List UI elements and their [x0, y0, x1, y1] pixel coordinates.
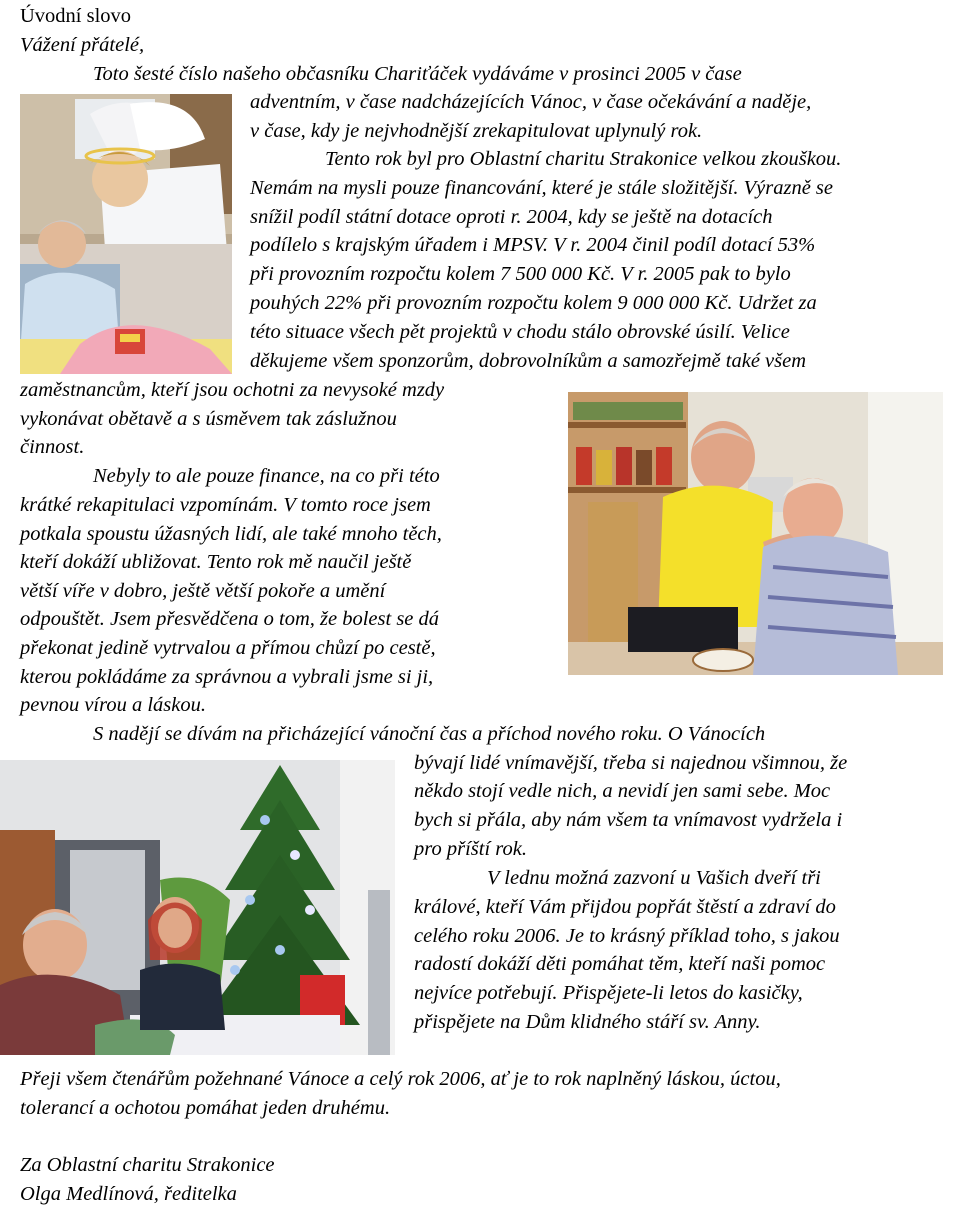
text-line: S nadějí se dívám na přicházející vánoční čas a příchod nového roku. O Vánocích: [93, 723, 766, 745]
angel-visit-photo: [20, 94, 232, 374]
text-line: vykonávat obětavě a s úsměvem tak záslužnou: [20, 408, 397, 430]
text-line: potkala spoustu úžasných lidí, ale také mnoho těch,: [20, 523, 442, 545]
signature-org: Za Oblastní charitu Strakonice: [20, 1154, 275, 1176]
text-line: Tento rok byl pro Oblastní charitu Strakonice velkou zkouškou.: [325, 148, 842, 170]
text-line: pro příští rok.: [414, 838, 527, 860]
text-line: V lednu možná zazvoní u Vašich dveří tři: [487, 867, 821, 889]
text-line: pouhých 22% při provozním rozpočtu kolem 9 000 000 Kč. Udržet za: [250, 292, 817, 314]
salutation: Vážení přátelé,: [20, 34, 145, 56]
text-line: překonat jedině vytrvalou a přímou chůzí po cestě,: [20, 637, 436, 659]
text-line: bych si přála, aby nám všem ta vnímavost vydržela i: [414, 809, 843, 831]
text-line: adventním, v čase nadcházejících Vánoc, v čase očekávání a naděje,: [250, 91, 812, 113]
text-line: radostí dokáží děti pomáhat těm, kteří naši pomoc: [414, 953, 826, 975]
text-line: děkujeme všem sponzorům, dobrovolníkům a samozřejmě také všem: [250, 350, 807, 372]
text-line: Nebyly to ale pouze finance, na co při této: [93, 465, 440, 487]
text-line: větší víře v dobro, ještě větší pokoře a umění: [20, 580, 386, 602]
text-line: snížil podíl státní dotace oproti r. 2004, kdy se ještě na dotacích: [250, 206, 773, 228]
text-line: odpouštět. Jsem přesvědčena o tom, že bolest se dá: [20, 608, 440, 630]
text-line: někdo stojí vedle nich, a nevidí jen sami sebe. Moc: [414, 780, 831, 802]
text-line: zaměstnancům, kteří jsou ochotni za nevysoké mzdy: [20, 379, 445, 401]
text-line: krátké rekapitulaci vzpomínám. V tomto roce jsem: [20, 494, 431, 516]
text-line: Toto šesté číslo našeho občasníku Chariťáček vydáváme v prosinci 2005 v čase: [93, 63, 742, 85]
christmas-tree-photo: [0, 760, 395, 1055]
text-line: kteří dokáží ubližovat. Tento rok mě naučil ještě: [20, 551, 412, 573]
text-line: činnost.: [20, 436, 85, 458]
text-line: Přeji všem čtenářům požehnané Vánoce a celý rok 2006, ať je to rok naplněný láskou, úctou,: [20, 1068, 781, 1090]
elderly-men-feeding-photo: [568, 392, 943, 675]
text-line: přispějete na Dům klidného stáří sv. Anny.: [414, 1011, 761, 1033]
signature-name: Olga Medlínová, ředitelka: [20, 1183, 237, 1205]
text-line: této situace všech pět projektů v chodu stálo obrovské úsilí. Velice: [250, 321, 790, 343]
text-line: v čase, kdy je nejvhodnější zrekapitulovat uplynulý rok.: [250, 120, 703, 142]
text-line: při provozním rozpočtu kolem 7 500 000 Kč. V r. 2005 pak to bylo: [250, 263, 791, 285]
text-line: bývají lidé vnímavější, třeba si najednou všimnou, že: [414, 752, 848, 774]
page-heading: Úvodní slovo: [20, 5, 132, 27]
text-line: celého roku 2006. Je to krásný příklad toho, s jakou: [414, 925, 840, 947]
text-line: Nemám na mysli pouze financování, které je stále složitější. Výrazně se: [250, 177, 834, 199]
text-line: pevnou vírou a láskou.: [20, 694, 206, 716]
text-line: tolerancí a ochotou pomáhat jeden druhému.: [20, 1097, 391, 1119]
text-line: nejvíce potřebují. Přispějete-li letos do kasičky,: [414, 982, 803, 1004]
text-line: králové, kteří Vám přijdou popřát štěstí a zdraví do: [414, 896, 836, 918]
text-line: kterou pokládáme za správnou a vybrali jsme si ji,: [20, 666, 434, 688]
text-line: podílelo s krajským úřadem i MPSV. V r. 2004 činil podíl dotací 53%: [250, 234, 816, 256]
